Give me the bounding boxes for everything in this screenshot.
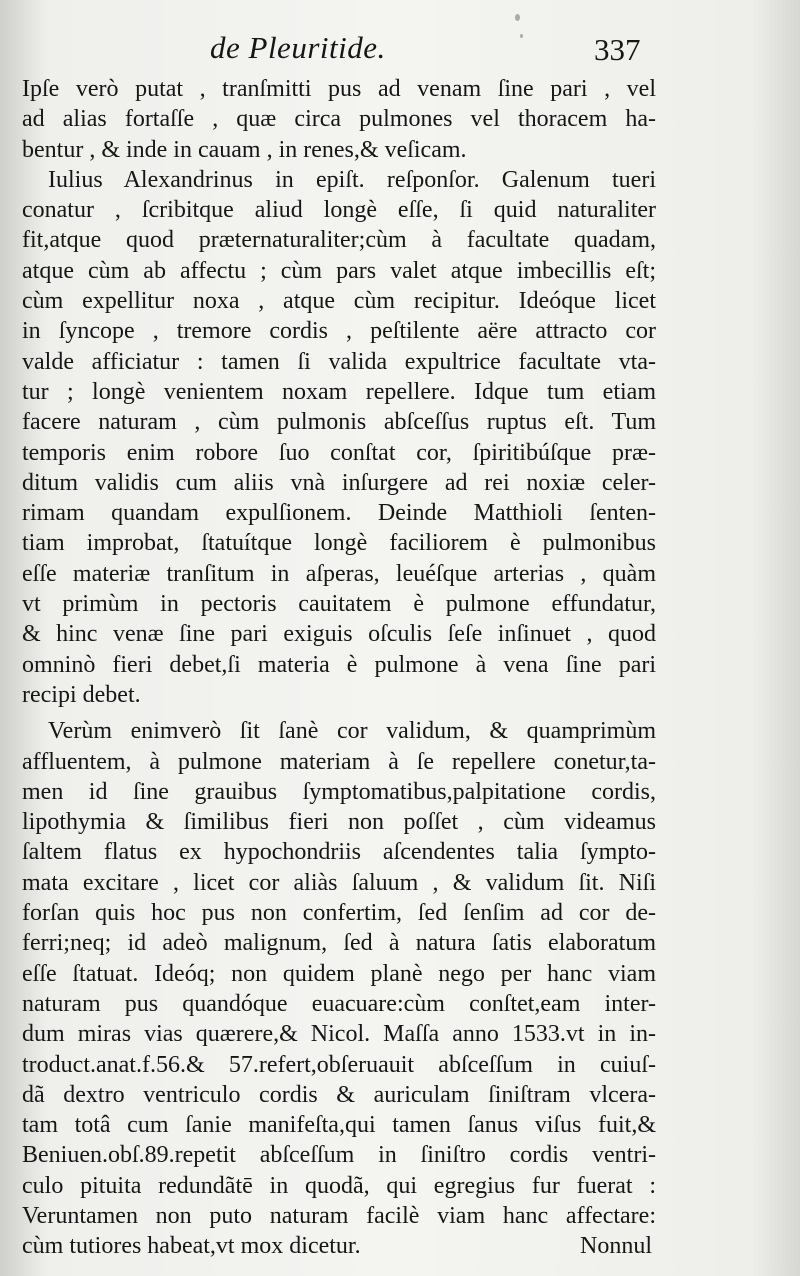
text-line: fit,atque quod præternaturaliter;cùm à facultate quadam, xyxy=(22,227,656,254)
text-line: dum miras vias quærere,& Nicol. Maſſa anno 1533.vt in in- xyxy=(22,1021,656,1048)
text-line: valde afficiatur : tamen ſi valida expultrice facultate vta- xyxy=(22,348,656,375)
text-line: Ipſe verò putat , tranſmitti pus ad venam ſine pari , vel xyxy=(22,76,656,102)
text-line: tiam improbat, ſtatuítque longè faciliorem è pulmonibus xyxy=(22,530,656,557)
text-line: rimam quandam expulſionem. Deinde Matthioli ſenten- xyxy=(22,500,656,527)
text-line: Iulius Alexandrinus in epiſt. reſponſor. Galenum tueri xyxy=(48,166,656,193)
ink-speck xyxy=(520,34,523,38)
page-header xyxy=(0,26,800,70)
text-line: eſſe materiæ tranſitum in aſperas, leuéſque arterias , quàm xyxy=(22,560,656,587)
text-line: mata excitare , licet cor aliàs ſaluum , & validum ſit. Niſi xyxy=(22,869,656,896)
running-head: de Pleuritide. xyxy=(210,30,386,65)
text-line: ditum validis cum aliis vnà inſurgere ad rei noxiæ celer- xyxy=(22,469,656,496)
text-line: ad alias fortaſſe , quæ circa pulmones vel thoracem ha- xyxy=(22,106,656,133)
text-line: forſan quis hoc pus non confertim, ſed ſenſim ad cor de- xyxy=(22,900,656,927)
ink-speck xyxy=(515,14,520,21)
text-line: ferri;neq; id adeò malignum, ſed à natura ſatis elaboratum xyxy=(22,930,656,957)
text-line: tur ; longè venientem noxam repellere. Idque tum etiam xyxy=(22,378,656,405)
text-line: vt primùm in pectoris cauitatem è pulmone effundatur, xyxy=(22,591,656,618)
text-line: recipi debet. xyxy=(22,681,141,708)
catchword: Nonnul xyxy=(580,1233,652,1260)
text-line: lipothymia & ſimilibus fieri non poſſet , cùm videamus xyxy=(22,809,656,836)
paragraph xyxy=(22,74,656,165)
text-line: bentur , & inde in cauam , in renes,& veſicam. xyxy=(22,136,467,163)
text-line: temporis enim robore ſuo conſtat cor, ſpiritibúſque præ- xyxy=(22,439,656,466)
text-line: naturam pus quandóque euacuare:cùm conſtet,eam inter- xyxy=(22,990,656,1017)
text-line: conatur , ſcribitque aliud longè eſſe, ſi quid naturaliter xyxy=(22,197,656,224)
text-line: omninò fieri debet,ſi materia è pulmone à vena ſine pari xyxy=(22,651,656,678)
paragraph xyxy=(22,165,656,710)
text-line: ſaltem flatus ex hypochondriis aſcendentes talia ſympto- xyxy=(22,839,656,866)
paragraph xyxy=(22,716,656,1261)
text-line: culo pituita redundãtē in quodã, qui egregius fur fuerat : xyxy=(22,1172,656,1199)
text-line: affluentem, à pulmone materiam à ſe repellere conetur,ta- xyxy=(22,748,656,775)
text-line-content: cùm tutiores habeat,vt mox dicetur. xyxy=(22,1233,361,1260)
body-text xyxy=(22,74,656,1262)
text-line: Veruntamen non puto naturam facilè viam hanc affectare: xyxy=(22,1202,656,1229)
text-line xyxy=(22,1231,656,1261)
text-line: dã dextro ventriculo cordis & auriculam ſiniſtram vlcera- xyxy=(22,1081,656,1108)
text-line: cùm expellitur noxa , atque cùm recipitur. Ideóque licet xyxy=(22,288,656,315)
page-number: 337 xyxy=(594,32,641,67)
text-line: facere naturam , cùm pulmonis abſceſſus ruptus eſt. Tum xyxy=(22,409,656,436)
text-line: atque cùm ab affectu ; cùm pars valet atque imbecillis eſt; xyxy=(22,257,656,284)
text-line: men id ſine grauibus ſymptomatibus,palpitatione cordis, xyxy=(22,778,656,805)
text-line: troduct.anat.f.56.& 57.refert,obſeruauit abſceſſum in cuiuſ- xyxy=(22,1051,656,1078)
text-line: tam totâ cum ſanie manifeſta,qui tamen ſanus viſus fuit,& xyxy=(22,1112,656,1139)
text-line: eſſe ſtatuat. Ideóq; non quidem planè nego per hanc viam xyxy=(22,960,656,987)
text-line: Beniuen.obſ.89.repetit abſceſſum in ſiniſtro cordis ventri- xyxy=(22,1142,656,1169)
text-line: & hinc venæ ſine pari exiguis oſculis ſeſe inſinuet , quod xyxy=(22,621,656,648)
text-line: Verùm enimverò ſit ſanè cor validum, & quamprimùm xyxy=(48,718,656,745)
text-line: in ſyncope , tremore cordis , peſtilente aëre attracto cor xyxy=(22,318,656,345)
